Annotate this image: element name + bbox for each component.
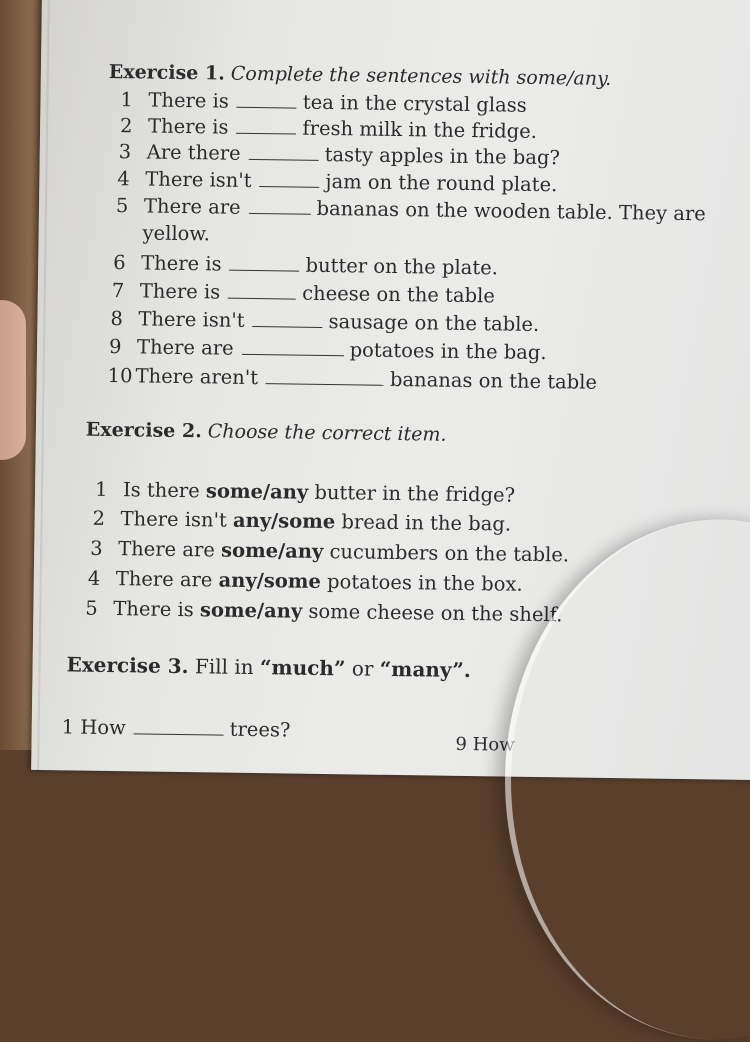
fill-blank[interactable] xyxy=(237,93,297,109)
item-number: 3 xyxy=(90,536,103,560)
item-end: butter on the plate. xyxy=(305,253,499,280)
exercise2-item xyxy=(85,597,562,627)
fill-blank[interactable] xyxy=(242,340,344,356)
exercise2-heading xyxy=(86,419,447,446)
item-end: potatoes in the box. xyxy=(326,570,523,596)
exercise3-item xyxy=(62,715,291,741)
item-number: 8 xyxy=(110,306,124,331)
item-start: There is xyxy=(148,88,230,113)
item-end: tasty apples in the bag? xyxy=(324,142,561,170)
exercise3-period: . xyxy=(463,657,471,683)
item-end: sausage on the table. xyxy=(328,310,540,336)
item-number: 3 xyxy=(118,140,132,164)
item-number: 1 xyxy=(94,477,108,501)
exercise1-item xyxy=(113,251,498,279)
choice-option[interactable]: some/any xyxy=(205,479,309,504)
item-end: butter in the fridge? xyxy=(314,480,516,507)
exercise1-item xyxy=(107,364,597,394)
fill-blank[interactable] xyxy=(252,312,322,328)
item-start: Is there xyxy=(122,478,200,503)
item-end: potatoes in the bag. xyxy=(349,338,547,365)
item-continuation: yellow. xyxy=(142,221,211,246)
item-start: There are xyxy=(115,567,213,592)
item-number: 2 xyxy=(92,506,106,530)
finger xyxy=(0,300,26,460)
item-number: 9 xyxy=(108,334,122,359)
exercise1-item-continuation xyxy=(142,221,210,245)
item-start: 9 How xyxy=(455,733,515,756)
item-start: There isn't xyxy=(145,167,252,192)
exercise1-heading xyxy=(109,61,612,90)
item-end: some cheese on the shelf. xyxy=(308,599,563,627)
exercise2-item xyxy=(90,537,569,567)
fill-blank[interactable] xyxy=(266,369,384,386)
exercise1-item xyxy=(112,279,495,307)
item-number: 6 xyxy=(113,251,126,275)
item-start: There are xyxy=(118,537,216,562)
item-end: cucumbers on the table. xyxy=(329,540,570,567)
choice-option[interactable]: any/some xyxy=(218,568,322,593)
item-number: 5 xyxy=(85,596,98,620)
item-end: bananas on the wooden table. They are xyxy=(316,196,706,226)
fill-blank[interactable] xyxy=(228,284,296,300)
word-much: “much” xyxy=(259,655,346,681)
item-number: 4 xyxy=(117,167,130,191)
item-start: Are there xyxy=(146,140,241,165)
item-number: 4 xyxy=(87,566,101,590)
fill-blank[interactable] xyxy=(230,256,300,272)
exercise2-item xyxy=(92,507,511,536)
fill-blank[interactable] xyxy=(249,199,311,215)
worksheet-page xyxy=(31,0,750,780)
exercise2-title: Exercise 2. xyxy=(85,418,202,443)
fill-blank[interactable] xyxy=(259,172,319,188)
exercise3-or: or xyxy=(351,656,374,681)
item-start: There aren't xyxy=(135,364,259,390)
exercise2-instruction: Choose the correct item. xyxy=(207,420,447,446)
item-start: There isn't xyxy=(138,307,245,332)
item-end: jam on the round plate. xyxy=(325,169,558,197)
item-end: bread in the bag. xyxy=(341,510,512,536)
item-number: 2 xyxy=(119,114,133,138)
choice-option[interactable]: any/some xyxy=(232,508,336,534)
exercise1-title: Exercise 1. xyxy=(108,60,225,85)
item-number: 1 xyxy=(120,88,134,112)
item-end: cheese on the table xyxy=(302,281,496,308)
exercise3-title: Exercise 3. xyxy=(66,652,189,679)
item-start: There is xyxy=(141,251,222,276)
item-number: 7 xyxy=(111,279,125,303)
item-end: bananas on the table xyxy=(389,367,598,394)
fill-blank[interactable] xyxy=(134,719,224,735)
item-end: tea in the crystal glass xyxy=(302,90,527,117)
item-start: There is xyxy=(147,114,229,139)
item-start: 1 How xyxy=(61,715,126,740)
fill-blank[interactable] xyxy=(249,145,319,161)
item-start: There are xyxy=(143,194,241,219)
item-end: fresh milk in the fridge. xyxy=(302,116,538,143)
exercise3-heading xyxy=(66,652,471,682)
exercise1-item xyxy=(120,88,527,117)
exercise2-item xyxy=(88,567,523,596)
choice-option[interactable]: some/any xyxy=(220,538,324,563)
item-start: There is xyxy=(113,597,194,622)
exercise1-item xyxy=(116,194,706,225)
exercise1-instruction: Complete the sentences with some/any. xyxy=(230,62,612,90)
exercise1-item xyxy=(117,167,557,196)
exercise1-item xyxy=(110,307,539,336)
item-start: There is xyxy=(139,279,221,304)
exercise3-instruction: Fill in xyxy=(194,654,254,680)
exercise1-item xyxy=(119,140,561,169)
item-start: There isn't xyxy=(120,507,227,532)
exercise1-item xyxy=(109,335,547,364)
item-number: 10 xyxy=(107,363,133,388)
exercise2-item xyxy=(95,478,515,507)
fill-blank[interactable] xyxy=(236,119,296,135)
item-number: 5 xyxy=(115,194,129,218)
exercise1-item xyxy=(120,114,537,143)
word-many: “many” xyxy=(379,656,464,682)
item-start: There are xyxy=(136,335,234,360)
item-end: trees? xyxy=(229,717,291,742)
choice-option[interactable]: some/any xyxy=(199,598,303,623)
